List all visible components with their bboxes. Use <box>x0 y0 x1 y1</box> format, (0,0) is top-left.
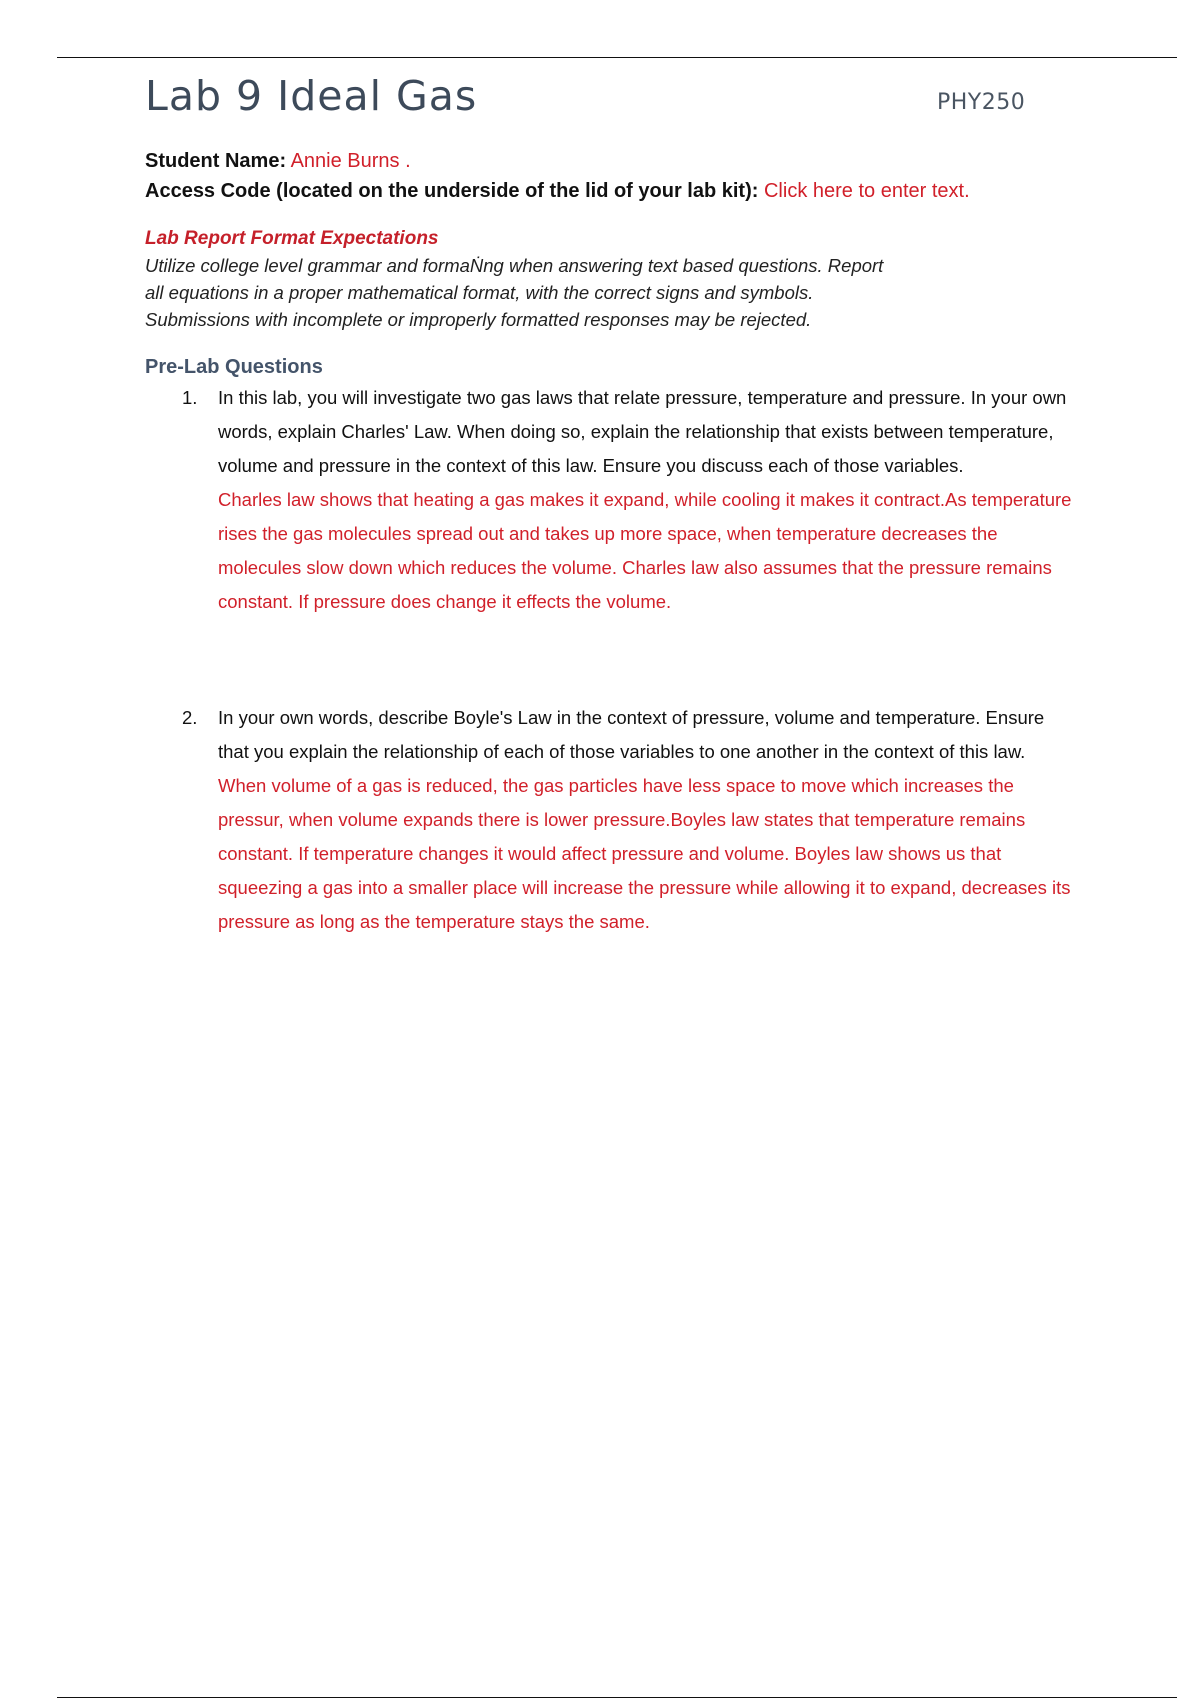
question-text: In your own words, describe Boyle's Law in the context of pressure, volume and temperature. Ensure that you explain the relationship of each of those variables to one another in the context of this law. <box>218 707 1045 762</box>
document-header <box>145 68 1065 128</box>
question-number: 2. <box>182 707 198 728</box>
student-name-label: Student Name: <box>145 150 287 172</box>
question-2 <box>145 701 1071 939</box>
page-title: Lab 9 Ideal Gas <box>145 72 478 120</box>
prelab-questions <box>145 381 1072 939</box>
question-number: 1. <box>182 387 198 408</box>
student-name-line <box>145 146 1065 176</box>
question-text: In this lab, you will investigate two gas laws that relate pressure, temperature and pressure. In your own words, explain Charles' Law. When doing so, explain the relationship that exists between temperature, volume and pressure in the context of this law. Ensure you discuss each of those variables. <box>218 387 1067 476</box>
top-rule <box>57 57 1177 58</box>
question-1 <box>145 381 1072 619</box>
bottom-rule <box>57 1697 1177 1698</box>
student-name-field[interactable]: Annie Burns . <box>290 150 411 172</box>
access-code-label: Access Code (located on the underside of the lid of your lab kit): <box>145 180 759 202</box>
expectations-heading: Lab Report Format Expectations <box>145 228 439 249</box>
access-code-line <box>145 176 1065 206</box>
format-expectations <box>145 226 1065 333</box>
answer-field[interactable]: When volume of a gas is reduced, the gas particles have less space to move which increases the pressur, when volume expands there is lower pressure.Boyles law states that temperature remains constant. If temperature changes it would affect pressure and volume. Boyles law shows us that squeezing a gas into a smaller place will increase the pressure while allowing it to expand, decreases its pressure as long as the temperature stays the same. <box>218 775 1071 932</box>
access-code-field[interactable]: Click here to enter text. <box>763 180 970 202</box>
answer-field[interactable]: Charles law shows that heating a gas makes it expand, while cooling it makes it contract.As temperature rises the gas molecules spread out and takes up more space, when temperature decreases the molecules slow down which reduces the volume. Charles law also assumes that the pressure remains constant. If pressure does change it effects the volume. <box>218 489 1072 612</box>
prelab-heading: Pre-Lab Questions <box>145 356 323 378</box>
student-fields <box>145 146 1065 206</box>
expectations-text: Utilize college level grammar and formaṄng when answering text based questions. Report all equations in a proper mathematical format, with the correct signs and symbols. Submissions with incomplete or improperly formatted responses may be rejected. <box>145 255 884 330</box>
document-page <box>145 68 1072 939</box>
course-code: PHY250 <box>937 90 1026 115</box>
